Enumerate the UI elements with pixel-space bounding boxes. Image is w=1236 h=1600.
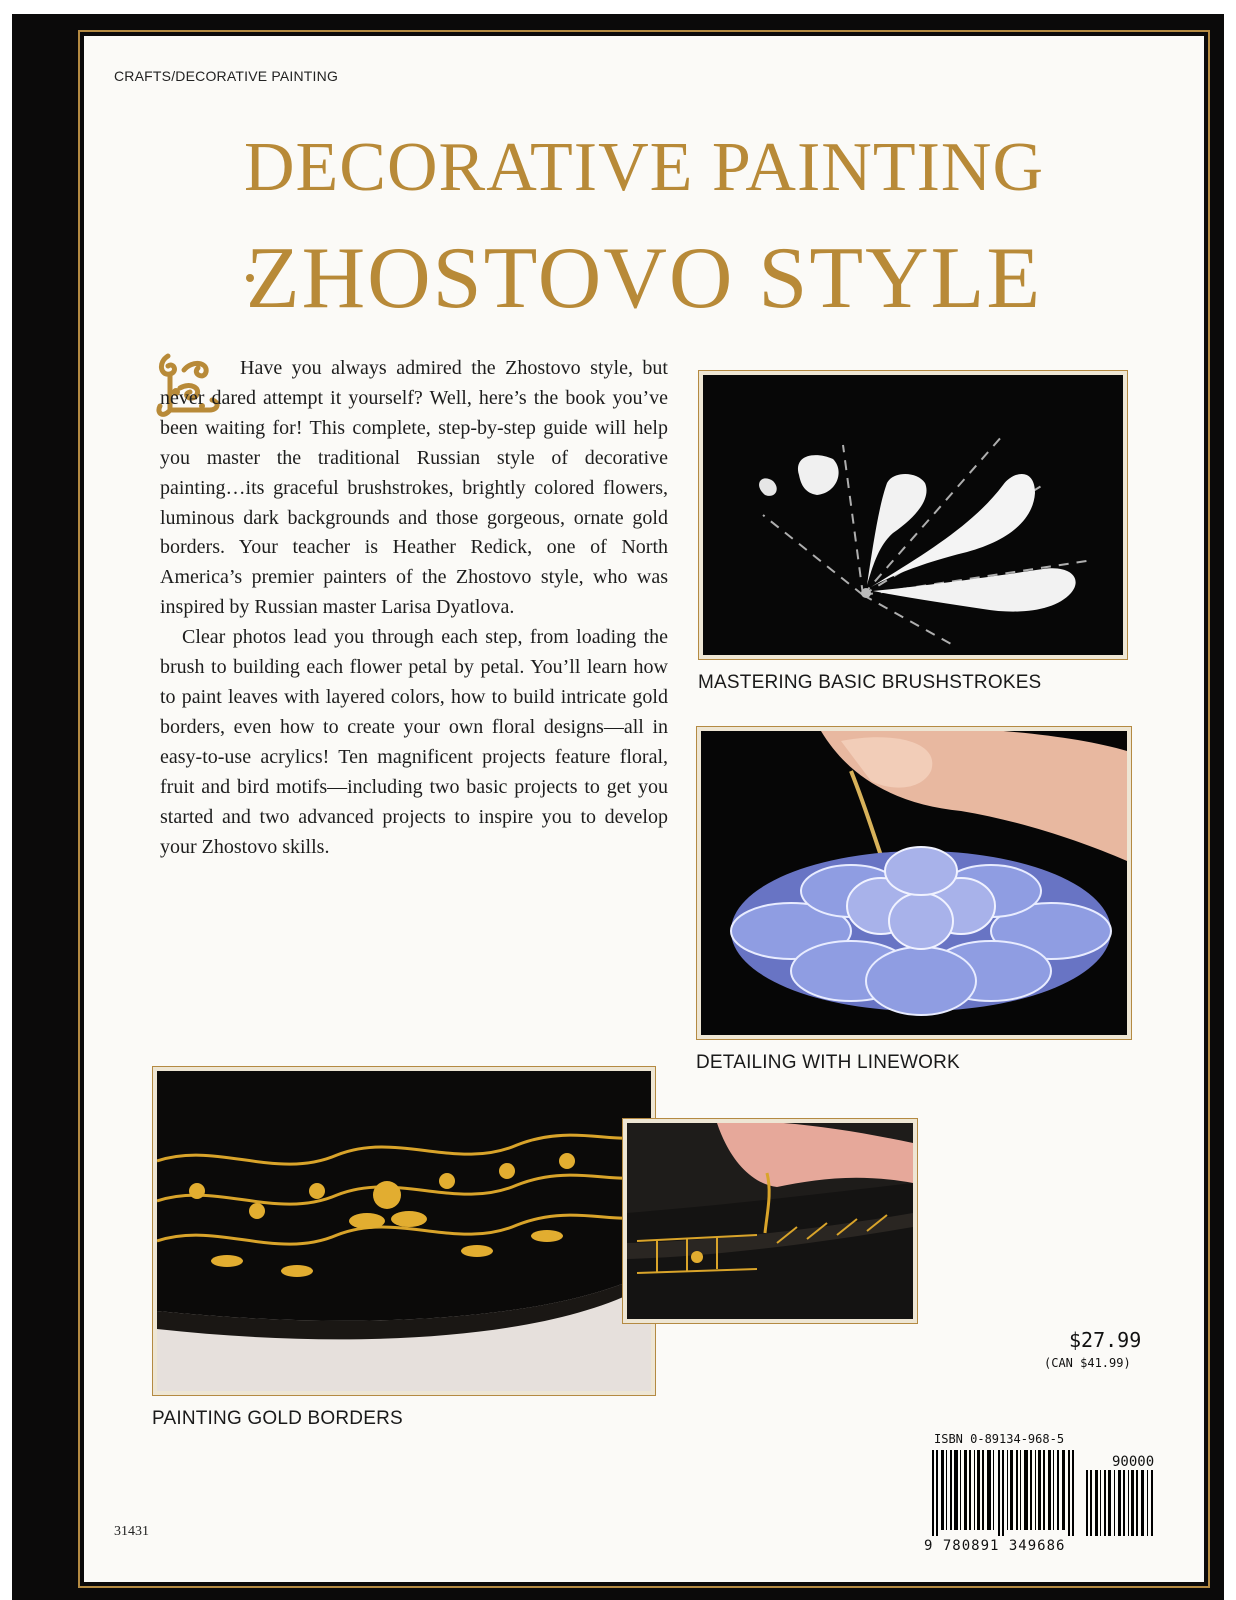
- description-paragraph-1: Have you always admired the Zhostovo style, but never dared attempt it yourself? Well, here’s the book you’ve been waiting for! This complete, step-by-step guide will help you master the traditional Russian style of decorative painting…its graceful brushstrokes, brightly colored flowers, luminous dark backgrounds and those gorgeous, ornate gold borders. Your teacher is Heather Redick, one of North America’s premier painters of the Zhostovo style, who was inspired by Russian master Larisa Dyatlova.: [160, 357, 668, 619]
- linework-illustration: [701, 731, 1127, 1035]
- caption-gold-borders: PAINTING GOLD BORDERS: [152, 1408, 403, 1429]
- price-code: 90000: [1112, 1454, 1155, 1470]
- brushstrokes-illustration: [703, 375, 1123, 655]
- title-line-2: ZHOSTOVO STYLE: [245, 230, 1043, 327]
- isbn-barcode: [932, 1450, 1076, 1536]
- photo-gold-borders: [152, 1066, 656, 1396]
- description-paragraph-2: Clear photos lead you through each step, from loading the brush to building each flower petal by petal. You’ll learn how to paint leaves with layered colors, how to build intricate gold borders, even how to create your own floral designs—all in easy-to-use acrylics! Ten magnificent projects feature floral, fruit and bird motifs—including two basic projects to get you started and two advanced projects to inspire you to develop your Zhostovo skills.: [160, 626, 668, 858]
- gold-borders-illustration: [157, 1071, 651, 1391]
- category-label: CRAFTS/DECORATIVE PAINTING: [114, 68, 339, 84]
- book-back-cover: [12, 14, 1224, 1600]
- barcode-number: 9 780891 349686: [924, 1538, 1066, 1554]
- title-line-1: DECORATIVE PAINTING: [243, 129, 1044, 206]
- photo-brushstrokes: [698, 370, 1128, 660]
- price-barcode: [1086, 1470, 1156, 1536]
- isbn-label: ISBN 0-89134-968-5: [934, 1432, 1065, 1446]
- photo-linework: [696, 726, 1132, 1040]
- cover-panel: [84, 36, 1204, 1582]
- gold-detail-illustration: [627, 1123, 913, 1319]
- caption-brushstrokes: MASTERING BASIC BRUSHSTROKES: [698, 672, 1042, 693]
- price-us: $27.99: [1069, 1328, 1142, 1352]
- description-text: [160, 354, 668, 862]
- catalog-number: 31431: [114, 1524, 149, 1539]
- price-can: (CAN $41.99): [1044, 1356, 1131, 1370]
- photo-gold-border-detail: [622, 1118, 918, 1324]
- caption-linework: DETAILING WITH LINEWORK: [696, 1052, 960, 1073]
